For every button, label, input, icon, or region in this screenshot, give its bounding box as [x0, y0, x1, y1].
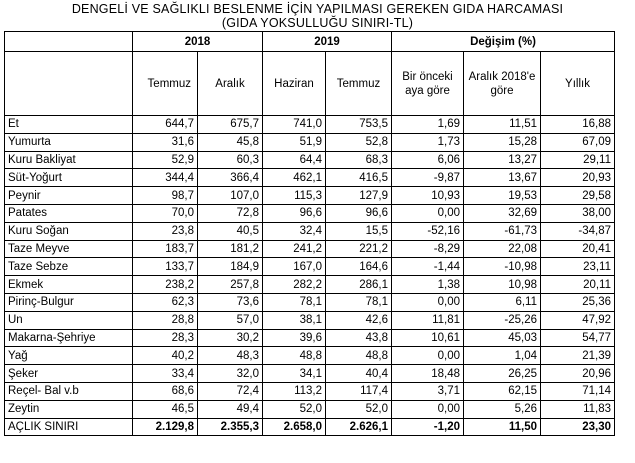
cell-value: 344,4 [133, 169, 198, 187]
cell-value: 6,11 [464, 293, 541, 311]
cell-value: 71,14 [541, 382, 615, 400]
table-row [5, 169, 615, 187]
cell-value: 62,15 [464, 382, 541, 400]
cell-value: 98,7 [133, 187, 198, 205]
row-label: Patates [5, 204, 133, 222]
cell-value: 20,41 [541, 240, 615, 258]
cell-value: 38,00 [541, 204, 615, 222]
cell-value: 3,71 [392, 382, 464, 400]
cell-value: 241,2 [263, 240, 326, 258]
cell-value: 16,88 [541, 116, 615, 134]
cell-value: 11,83 [541, 400, 615, 418]
cell-value: 70,0 [133, 204, 198, 222]
cell-value: -8,29 [392, 240, 464, 258]
cell-value: 20,11 [541, 276, 615, 294]
total-row [5, 418, 615, 436]
cell-value: 60,3 [198, 151, 263, 169]
cell-value: 48,8 [263, 347, 326, 365]
cell-value: -34,87 [541, 222, 615, 240]
table-row [5, 365, 615, 383]
row-label: Reçel- Bal v.b [5, 382, 133, 400]
cell-value: 133,7 [133, 258, 198, 276]
cell-value: 68,3 [326, 151, 392, 169]
cell-value: 54,77 [541, 329, 615, 347]
header-haziran: Haziran [263, 52, 326, 116]
cell-value: 183,7 [133, 240, 198, 258]
cell-value: 257,8 [198, 276, 263, 294]
cell-value: 286,1 [326, 276, 392, 294]
row-label: Peynir [5, 187, 133, 205]
cell-value: 32,4 [263, 222, 326, 240]
header-dec-2018: Aralık 2018'e göre [464, 52, 541, 116]
cell-value: 38,1 [263, 311, 326, 329]
cell-value: 21,39 [541, 347, 615, 365]
row-label: AÇLIK SINIRI [5, 418, 133, 436]
food-expenditure-table [4, 31, 615, 436]
row-label: Taze Sebze [5, 258, 133, 276]
cell-value: -61,73 [464, 222, 541, 240]
row-label: Yağ [5, 347, 133, 365]
cell-value: 29,58 [541, 187, 615, 205]
cell-value: 20,96 [541, 365, 615, 383]
cell-value: 115,3 [263, 187, 326, 205]
cell-value: 45,8 [198, 133, 263, 151]
cell-value: 10,61 [392, 329, 464, 347]
table-row [5, 382, 615, 400]
cell-value: 34,1 [263, 365, 326, 383]
cell-value: 49,4 [198, 400, 263, 418]
cell-value: 23,8 [133, 222, 198, 240]
cell-value: 117,4 [326, 382, 392, 400]
header-row-columns [5, 52, 615, 116]
cell-value: 127,9 [326, 187, 392, 205]
table-row [5, 276, 615, 294]
cell-value: 1,38 [392, 276, 464, 294]
cell-value: 13,27 [464, 151, 541, 169]
cell-value: 0,00 [392, 347, 464, 365]
cell-value: 52,0 [263, 400, 326, 418]
cell-value: 6,06 [392, 151, 464, 169]
cell-value: 51,9 [263, 133, 326, 151]
row-label: Yumurta [5, 133, 133, 151]
cell-value: 107,0 [198, 187, 263, 205]
header-temmuz-2018: Temmuz [133, 52, 198, 116]
cell-value: 0,00 [392, 293, 464, 311]
cell-value: 644,7 [133, 116, 198, 134]
cell-value: 23,11 [541, 258, 615, 276]
table-row [5, 400, 615, 418]
cell-value: 11,50 [464, 418, 541, 436]
cell-value: 52,8 [326, 133, 392, 151]
cell-value: 23,30 [541, 418, 615, 436]
cell-value: 11,51 [464, 116, 541, 134]
cell-value: 48,3 [198, 347, 263, 365]
cell-value: 2.129,8 [133, 418, 198, 436]
row-label: Şeker [5, 365, 133, 383]
cell-value: 72,8 [198, 204, 263, 222]
cell-value: 221,2 [326, 240, 392, 258]
row-label: Kuru Bakliyat [5, 151, 133, 169]
cell-value: 96,6 [326, 204, 392, 222]
cell-value: 39,6 [263, 329, 326, 347]
cell-value: 15,5 [326, 222, 392, 240]
row-label: Süt-Yoğurt [5, 169, 133, 187]
cell-value: 26,25 [464, 365, 541, 383]
row-label: Pirinç-Bulgur [5, 293, 133, 311]
cell-value: 28,3 [133, 329, 198, 347]
header-item-blank [5, 52, 133, 116]
row-label: Zeytin [5, 400, 133, 418]
cell-value: 42,6 [326, 311, 392, 329]
cell-value: 52,0 [326, 400, 392, 418]
cell-value: 46,5 [133, 400, 198, 418]
cell-value: 32,69 [464, 204, 541, 222]
table-subtitle: (GIDA YOKSULLUĞU SINIRI-TL) [221, 16, 414, 30]
header-group-2018: 2018 [133, 32, 263, 52]
cell-value: 47,92 [541, 311, 615, 329]
table-row [5, 347, 615, 365]
table-row [5, 311, 615, 329]
cell-value: -25,26 [464, 311, 541, 329]
header-group-2019: 2019 [263, 32, 392, 52]
cell-value: -52,16 [392, 222, 464, 240]
table-row [5, 222, 615, 240]
cell-value: 28,8 [133, 311, 198, 329]
table-title: DENGELİ VE SAĞLIKLI BESLENME İÇİN YAPILMASI GEREKEN GIDA HARCAMASI [71, 2, 564, 16]
cell-value: 48,8 [326, 347, 392, 365]
cell-value: 741,0 [263, 116, 326, 134]
header-prev-month: Bir önceki aya göre [392, 52, 464, 116]
table-row [5, 151, 615, 169]
table-row [5, 116, 615, 134]
cell-value: 30,2 [198, 329, 263, 347]
cell-value: 164,6 [326, 258, 392, 276]
cell-value: 2.355,3 [198, 418, 263, 436]
cell-value: 31,6 [133, 133, 198, 151]
cell-value: 0,00 [392, 204, 464, 222]
row-label: Ekmek [5, 276, 133, 294]
cell-value: 62,3 [133, 293, 198, 311]
cell-value: 29,11 [541, 151, 615, 169]
cell-value: 78,1 [263, 293, 326, 311]
cell-value: 675,7 [198, 116, 263, 134]
cell-value: 73,6 [198, 293, 263, 311]
cell-value: 0,00 [392, 400, 464, 418]
cell-value: 5,26 [464, 400, 541, 418]
cell-value: 72,4 [198, 382, 263, 400]
cell-value: 10,98 [464, 276, 541, 294]
cell-value: 113,2 [263, 382, 326, 400]
cell-value: 78,1 [326, 293, 392, 311]
cell-value: 1,73 [392, 133, 464, 151]
cell-value: 64,4 [263, 151, 326, 169]
row-label: Taze Meyve [5, 240, 133, 258]
cell-value: 1,04 [464, 347, 541, 365]
cell-value: 33,4 [133, 365, 198, 383]
header-yearly: Yıllık [541, 52, 615, 116]
cell-value: 184,9 [198, 258, 263, 276]
cell-value: -9,87 [392, 169, 464, 187]
cell-value: 32,0 [198, 365, 263, 383]
row-label: Un [5, 311, 133, 329]
cell-value: 282,2 [263, 276, 326, 294]
header-corner [5, 32, 133, 52]
cell-value: 57,0 [198, 311, 263, 329]
cell-value: 67,09 [541, 133, 615, 151]
table-row [5, 133, 615, 151]
cell-value: 68,6 [133, 382, 198, 400]
row-label: Kuru Soğan [5, 222, 133, 240]
cell-value: 40,5 [198, 222, 263, 240]
header-row-groups [5, 32, 615, 52]
cell-value: 753,5 [326, 116, 392, 134]
cell-value: -1,44 [392, 258, 464, 276]
cell-value: 20,93 [541, 169, 615, 187]
cell-value: 52,9 [133, 151, 198, 169]
cell-value: 167,0 [263, 258, 326, 276]
cell-value: 40,4 [326, 365, 392, 383]
cell-value: 462,1 [263, 169, 326, 187]
cell-value: 19,53 [464, 187, 541, 205]
cell-value: 181,2 [198, 240, 263, 258]
cell-value: 45,03 [464, 329, 541, 347]
header-aralik: Aralık [198, 52, 263, 116]
table-row [5, 204, 615, 222]
cell-value: 96,6 [263, 204, 326, 222]
header-group-change: Değişim (%) [392, 32, 615, 52]
cell-value: -10,98 [464, 258, 541, 276]
cell-value: 15,28 [464, 133, 541, 151]
cell-value: 43,8 [326, 329, 392, 347]
table-row [5, 258, 615, 276]
cell-value: 2.626,1 [326, 418, 392, 436]
table-row [5, 240, 615, 258]
cell-value: 238,2 [133, 276, 198, 294]
row-label: Makarna-Şehriye [5, 329, 133, 347]
cell-value: 40,2 [133, 347, 198, 365]
table-row [5, 293, 615, 311]
cell-value: 22,08 [464, 240, 541, 258]
cell-value: 366,4 [198, 169, 263, 187]
row-label: Et [5, 116, 133, 134]
cell-value: 10,93 [392, 187, 464, 205]
cell-value: 1,69 [392, 116, 464, 134]
cell-value: 25,36 [541, 293, 615, 311]
cell-value: 416,5 [326, 169, 392, 187]
table-row [5, 329, 615, 347]
cell-value: 2.658,0 [263, 418, 326, 436]
table-row [5, 187, 615, 205]
cell-value: 18,48 [392, 365, 464, 383]
header-temmuz-2019: Temmuz [326, 52, 392, 116]
cell-value: -1,20 [392, 418, 464, 436]
cell-value: 11,81 [392, 311, 464, 329]
cell-value: 13,67 [464, 169, 541, 187]
